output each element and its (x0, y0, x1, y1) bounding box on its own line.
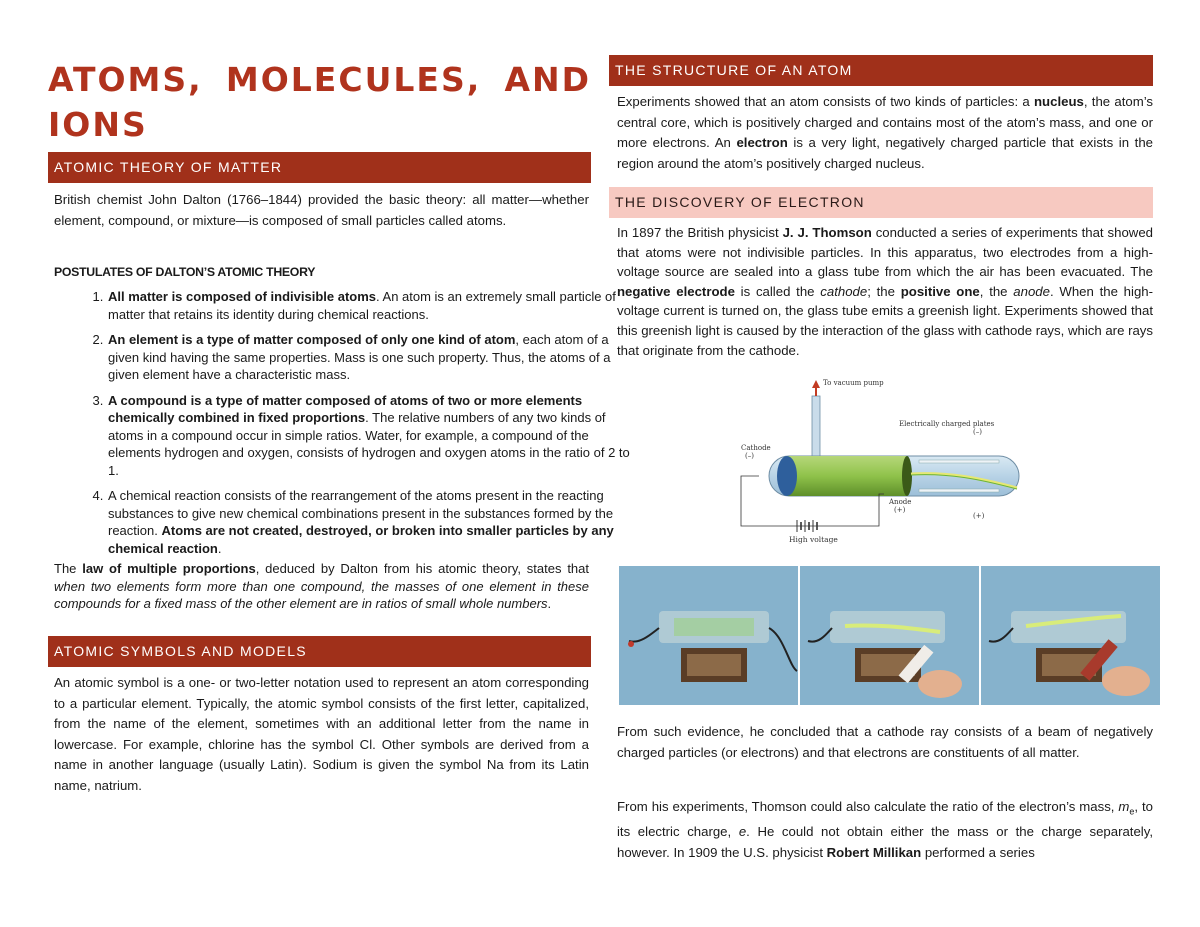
law-italic: when two elements form more than one compound, the masses of one element in these compounds for a fixed mass of the other element are in ratios of small whole numbers (54, 578, 589, 611)
law-paragraph (54, 560, 589, 613)
text: is a very light, negatively charged particle that exists in the region around the atom’s positively charged nucleus. (617, 135, 1153, 171)
cathode-label: Cathode (741, 444, 771, 452)
ratio-paragraph (617, 797, 1153, 863)
symbol-m: m (1118, 799, 1130, 814)
high-voltage-label: High voltage (789, 535, 838, 544)
postulate-bold: Atoms are not created, destroyed, or broken into smaller particles by any chemical reaction (108, 523, 614, 556)
text: , to its electric charge, (617, 799, 1153, 840)
postulate-text: . (217, 540, 222, 556)
term-anode: anode (1013, 283, 1050, 299)
green-glow-cylinder (787, 456, 907, 496)
section-header-atomic-theory: ATOMIC THEORY OF MATTER (48, 152, 591, 183)
anode-label: Anode (889, 498, 912, 506)
text: In 1897 the British physicist (617, 225, 783, 240)
text: , the atom’s central core, which is positively charged and contains most of the atom’s mass, and one or more electrons. An (617, 94, 1153, 150)
upper-plate (919, 460, 999, 463)
text: conducted a series of experiments that showed that atoms were not indivisible particles. In this apparatus, two electrodes from a high-voltage source are sealed into a glass tube from which the air has been evacuated. The (617, 225, 1153, 280)
postulate-item (107, 331, 642, 384)
intro-paragraph: British chemist John Dalton (1766–1844) provided the basic theory: all matter—whether element, compound, or mixture—is composed of small particles called atoms. (54, 192, 589, 228)
experiment-photo-2 (800, 566, 979, 705)
term-thomson: J. J. Thomson (782, 225, 872, 240)
cathode-end (777, 456, 797, 496)
plate-minus-label: (–) (973, 428, 982, 436)
law-text: . (547, 596, 552, 611)
plates-label: Electrically charged plates (899, 420, 995, 428)
postulate-text: A chemical reaction consists of the rearrangement of the atoms present in the reacting substances to give new chemical combinations present in the substances formed by the reaction. (108, 488, 614, 538)
plate-plus-label: (+) (973, 512, 985, 520)
conclusion-paragraph: From such evidence, he concluded that a cathode ray consists of a beam of negatively charged particles (or electrons) and that electrons are constituents of all matter. (617, 724, 1153, 760)
term-electron: electron (736, 135, 788, 150)
postulate-item (107, 392, 642, 480)
section-header-discovery: THE DISCOVERY OF ELECTRON (609, 187, 1153, 218)
text: , the (979, 283, 1014, 299)
law-text: The (54, 561, 83, 576)
term-millikan: Robert Millikan (826, 844, 922, 860)
text: Experiments showed that an atom consists of two kinds of particles: a (617, 94, 1034, 109)
section-header-atomic-symbols: ATOMIC SYMBOLS AND MODELS (48, 636, 591, 667)
postulates-heading: POSTULATES OF DALTON’S ATOMIC THEORY (54, 265, 316, 279)
postulate-text: . An atom is an extremely small particle of matter that retains its identity during chemical reactions. (108, 289, 616, 322)
vacuum-arrowhead (812, 380, 820, 388)
symbol-e: e (738, 824, 747, 840)
text: ; the (867, 283, 901, 299)
cathode-sign: (–) (745, 452, 754, 460)
text: From his experiments, Thomson could also calculate the ratio of the electron’s mass, (617, 799, 1119, 814)
cathode-ray-tube-diagram (729, 376, 1029, 546)
symbol-sub-e: e (1129, 806, 1135, 817)
postulate-text: , each atom of a given kind having the same properties. Mass is one such property. Thus, the atoms of a given element have a characteristic mass. (108, 332, 611, 382)
experiment-photo-1 (619, 566, 798, 705)
postulate-text: . The relative numbers of any two kinds of atoms in a compound occur in simple ratios. Water, for example, a compound of the elements hydrogen and oxygen, consists of hydrogen and oxygen atoms in the ratio of 2 to 1. (108, 410, 630, 478)
term-positive-one: positive one (900, 283, 980, 299)
structure-paragraph (617, 92, 1153, 174)
text: . He could not obtain either the mass or the charge separately, however. In 1909 the U.S. physicist (617, 824, 1154, 860)
text: performed a series (921, 844, 1035, 860)
law-text: , deduced by Dalton from his atomic theory, states that (255, 561, 590, 576)
postulate-bold: All matter is composed of indivisible atoms (108, 289, 377, 304)
term-nucleus: nucleus (1034, 94, 1084, 109)
text: is called the (734, 283, 821, 299)
anode-disc (902, 456, 912, 496)
postulates-list (48, 288, 642, 565)
term-negative-electrode: negative electrode (617, 283, 735, 299)
vacuum-stem (812, 396, 820, 458)
law-bold: law of multiple proportions (82, 561, 256, 576)
postulate-bold: A compound is a type of matter composed of atoms of two or more elements chemically combined in fixed proportions (108, 392, 583, 425)
text: . When the high-voltage current is turned on, the glass tube emits a greenish light. Experiments showed that this greenish light is caused by the interaction of the glass with cathode rays, which are rays that originate from the cathode. (617, 283, 1154, 358)
postulate-bold: An element is a type of matter composed of only one kind of atom (108, 332, 516, 347)
discovery-paragraph (617, 223, 1153, 360)
section-header-structure: THE STRUCTURE OF AN ATOM (609, 55, 1153, 86)
postulate-item (107, 288, 642, 323)
lower-plate (919, 489, 999, 492)
experiment-photo-3 (981, 566, 1160, 705)
page-title: ATOMS, MOLECULES, AND IONS (48, 60, 591, 144)
anode-sign: (+) (894, 506, 906, 514)
vacuum-label: To vacuum pump (823, 379, 884, 387)
term-cathode: cathode (820, 283, 868, 299)
symbols-paragraph: An atomic symbol is a one- or two-letter notation used to represent an atom corresponding to a particular element. Typically, the atomic symbol consists of the first letter, capitalized, from the name of the element, sometimes with an additional letter from the name in lowercase. For example, chlorine has the symbol Cl. Other symbols are derived from a name in another language (usually Latin). Sodium is given the symbol Na from its Latin name, natrium. (54, 675, 589, 793)
postulate-item (107, 487, 642, 557)
